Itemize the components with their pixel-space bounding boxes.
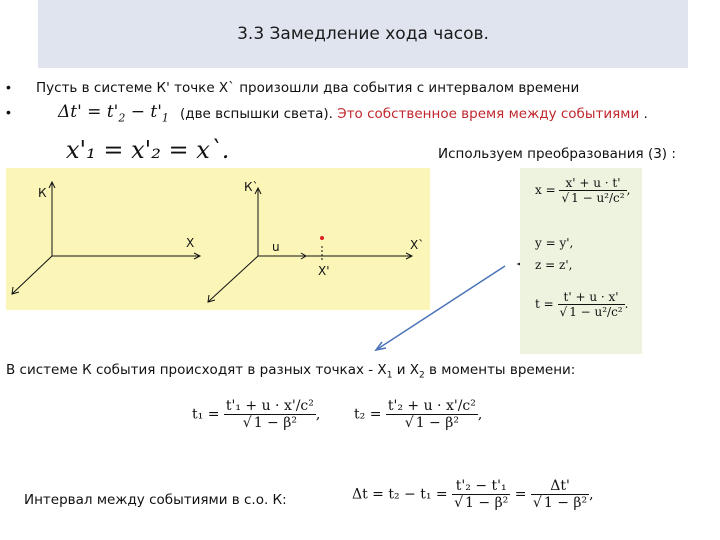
k-label: К [38,186,47,200]
slide-title: 3.3 Замедление хода часов. [237,24,489,44]
interval-label: Интервал между событиями в с.о. К: [24,492,287,508]
coordinate-equality-formula: x'₁ = x'₂ = x`. [66,136,230,164]
interval-formula: Δt = t₂ − t₁ = $\frac{\text{t'₂ − t'₁}}{\text{√ 1 − β²}}$ = $\frac{\Delta t'}{\text{√ 1 − β²}}$ , [352,478,594,511]
pointer-arrow [376,266,505,350]
t2-formula: t₂ = $\frac{\text{t'₂ + u · x'/c²}}{\text{√ 1 − β²}}$ , [354,398,483,431]
x-transform: x = $\frac{x' + u \cdot t'}{\text{√ 1 − u²/c²}}$ , [535,176,631,205]
event-coordinate-label: X' [318,264,330,278]
k-system-text: В системе К события происходят в разных точках - $X_1$ и $X_2$ в моменты времени: [6,362,576,381]
kprime-label: К` [244,180,259,194]
velocity-label: u [272,240,280,254]
bullet-dot-2: • [6,104,11,120]
event-point [320,236,324,240]
delta-t-prime-formula: $\Delta t' = t'_2 - t'_1$ [58,102,169,125]
t-transform: t = $\frac{t' + u \cdot x'}{\text{√ 1 − u²/c²}}$ . [535,290,629,319]
x-label: X [186,236,195,250]
z-transform: z = z', [535,258,573,272]
bullet-text-1: Пусть в системе К' точке X` произошли два события с интервалом времени [36,80,580,96]
t1-formula: t₁ = $\frac{\text{t'₁ + u · x'/c²}}{\text{√ 1 − β²}}$ , [192,398,321,431]
bullet-dot-1: • [6,79,11,95]
xprime-axis-label: X` [410,238,425,252]
proper-time-highlight: Это собственное время между событиями [337,106,640,122]
kprime-axis-depth [208,256,258,302]
bullet-text-2: (две вспышки света). Это собственное время между событиями . [180,106,648,122]
transform-label: Используем преобразования (3) : [438,146,676,162]
y-transform: y = y', [535,236,574,250]
k-axis-depth [12,256,52,294]
